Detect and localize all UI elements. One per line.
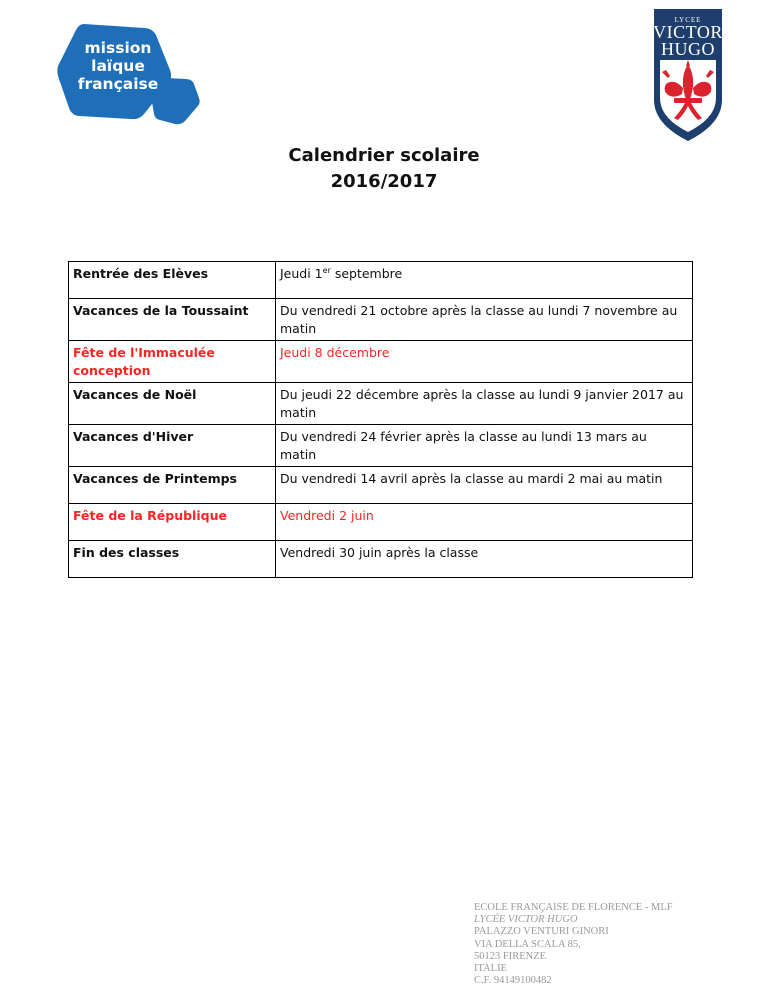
page-title [0,143,768,195]
footer-tax-code: C.F. 94149100482 [474,975,552,987]
mlf-logo-line-3: française [77,75,159,93]
mlf-logo-line-1: mission [84,39,152,57]
table-row [69,262,693,299]
lycee-victor-hugo-crest [652,8,724,142]
row-label: Fête de la République [69,504,276,541]
footer-lycee-name: LYCÉE VICTOR HUGO [474,914,578,926]
table-row [69,541,693,578]
row-value: Jeudi 8 décembre [276,341,693,383]
table-row-holiday [69,341,693,383]
footer-city: 50123 FIRENZE [474,950,547,962]
school-calendar-table [68,261,693,578]
footer-palazzo: PALAZZO VENTURI GINORI [474,926,609,938]
crest-hugo-label: HUGO [661,39,715,59]
row-label: Vacances de Noël [69,383,276,425]
table-row [69,383,693,425]
mission-laique-francaise-logo [56,22,202,128]
table-row [69,467,693,504]
row-label: Fin des classes [69,541,276,578]
table-row-holiday [69,504,693,541]
title-line-2: 2016/2017 [330,171,438,192]
row-value: Vendredi 30 juin après la classe [276,541,693,578]
row-label: Vacances d'Hiver [69,425,276,467]
row-value: Du vendredi 24 février après la classe au lundi 13 mars au matin [276,425,693,467]
row-label: Vacances de la Toussaint [69,299,276,341]
row-label: Rentrée des Elèves [69,262,276,299]
title-line-1: Calendrier scolaire [288,145,480,166]
row-value: Vendredi 2 juin [276,504,693,541]
crest-lycee-label: LYCEE [674,16,702,24]
table-row [69,425,693,467]
row-label: Fête de l'Immaculée conception [69,341,276,383]
crest-victor-label: VICTOR [653,22,723,42]
mlf-logo-line-2: laïque [91,57,145,75]
table-row [69,299,693,341]
row-value: Jeudi 1er septembre [276,262,693,299]
row-value: Du vendredi 14 avril après la classe au mardi 2 mai au matin [276,467,693,504]
footer-country: ITALIE [474,963,507,975]
footer-school-name: ECOLE FRANÇAISE DE FLORENCE - MLF [474,902,673,913]
footer-street: VIA DELLA SCALA 85, [474,938,581,950]
row-value: Du jeudi 22 décembre après la classe au lundi 9 janvier 2017 au matin [276,383,693,425]
row-label: Vacances de Printemps [69,467,276,504]
school-address-footer [474,902,714,987]
row-value: Du vendredi 21 octobre après la classe au lundi 7 novembre au matin [276,299,693,341]
